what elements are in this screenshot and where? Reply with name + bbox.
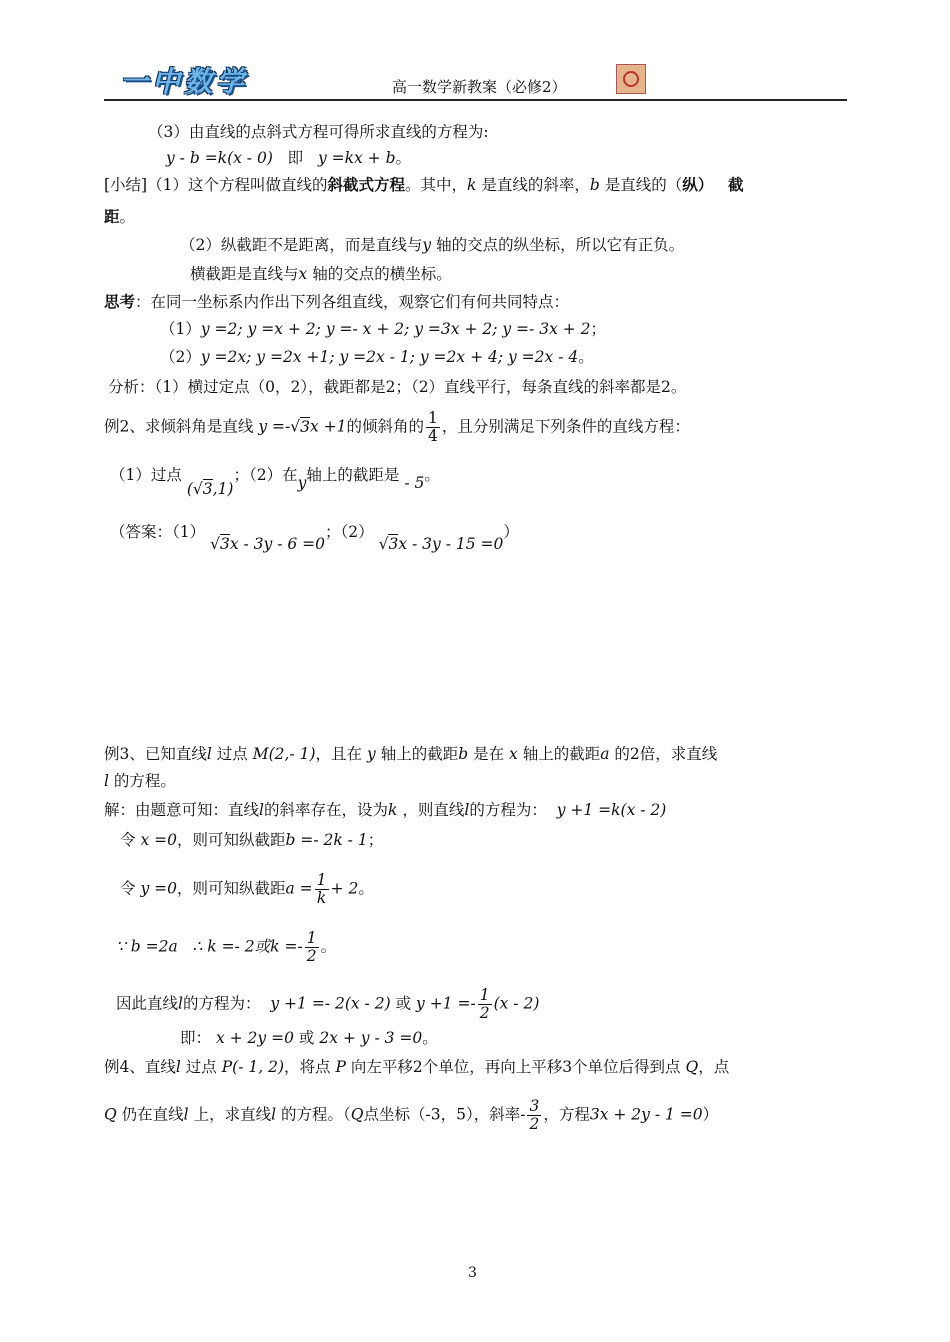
line-03: [小结]（1）这个方程叫做直线的斜截式方程。其中，k 是直线的斜率，b 是直线的（纵） 截 xyxy=(104,175,744,194)
line-06: 横截距是直线与x 轴的交点的横坐标。 xyxy=(190,265,452,283)
line-20: 因此直线l的方程为： y +1 =- 2(x - 2) 或 y +1 =- $\frac{1}{2}$ (x - 2) xyxy=(116,986,540,1022)
header-logo: 一中数学 xyxy=(120,65,249,98)
school-seal-icon xyxy=(616,64,646,94)
page-number: 3 xyxy=(468,1265,477,1281)
line-12: （1）过点 (√3,1)；（2）在y轴上的截距是 - 5。 xyxy=(110,466,440,498)
line-15: l 的方程。 xyxy=(104,772,176,790)
line-05: （2）纵截距不是距离，而是直线与y 轴的交点的纵坐标，所以它有正负。 xyxy=(180,236,685,254)
line-01: （3）由直线的点斜式方程可得所求直线的方程为: xyxy=(148,123,489,141)
line-10: 分析：（1）横过定点（0，2），截距都是2；（2）直线平行，每条直线的斜率都是2。 xyxy=(108,378,687,396)
line-16: 解：由题意可知：直线l的斜率存在，设为k ，则直线l的方程为： y +1 =k(x - 2) xyxy=(104,801,667,819)
line-22: 例4、直线l 过点 P(- 1, 2)，将点 P 向左平移2个单位，再向上平移3个单位后得到点 Q，点 xyxy=(104,1058,730,1076)
line-11: 例2、求倾斜角是直线 y =-√3x +1的倾斜角的 $\frac{1}{4}$ ，且分别满足下列条件的直线方程： xyxy=(104,409,690,445)
line-13: （答案：（1） √3x - 3y - 6 =0；（2） √3x - 3y - 15 =0） xyxy=(110,523,519,553)
line-18: 令 y =0，则可知纵截距a = $\frac{1}{k}$ + 2。 xyxy=(120,871,374,907)
line-21: 即： x + 2y =0 或 2x + y - 3 =0。 xyxy=(180,1029,438,1047)
line-14: 例3、已知直线l 过点 M(2,- 1)，且在 y 轴上的截距b 是在 x 轴上的截距a 的2倍，求直线 xyxy=(104,745,718,763)
line-02: y - b =k(x - 0) 即 y =kx + b。 xyxy=(166,149,412,167)
line-19: ∵ b =2a ∴ k =- 2或k =- $\frac{1}{2}$ 。 xyxy=(116,929,337,965)
header-title: 高一数学新教案（必修2） xyxy=(392,78,567,96)
line-17: 令 x =0，则可知纵截距b =- 2k - 1； xyxy=(120,831,384,849)
line-08: （1）y =2; y =x + 2; y =- x + 2; y =3x + 2; y =- 3x + 2； xyxy=(160,320,607,338)
line-04: 距。 xyxy=(104,207,136,226)
line-23: Q 仍在直线l 上，求直线l 的方程。（Q点坐标（-3，5），斜率- $\frac{3}{2}$ ，方程3x + 2y - 1 =0） xyxy=(104,1097,719,1133)
line-07: 思考：在同一坐标系内作出下列各组直线，观察它们有何共同特点： xyxy=(104,292,570,311)
line-09: （2）y =2x; y =2x +1; y =2x - 1; y =2x + 4; y =2x - 4。 xyxy=(160,348,594,366)
header-divider xyxy=(104,99,847,101)
